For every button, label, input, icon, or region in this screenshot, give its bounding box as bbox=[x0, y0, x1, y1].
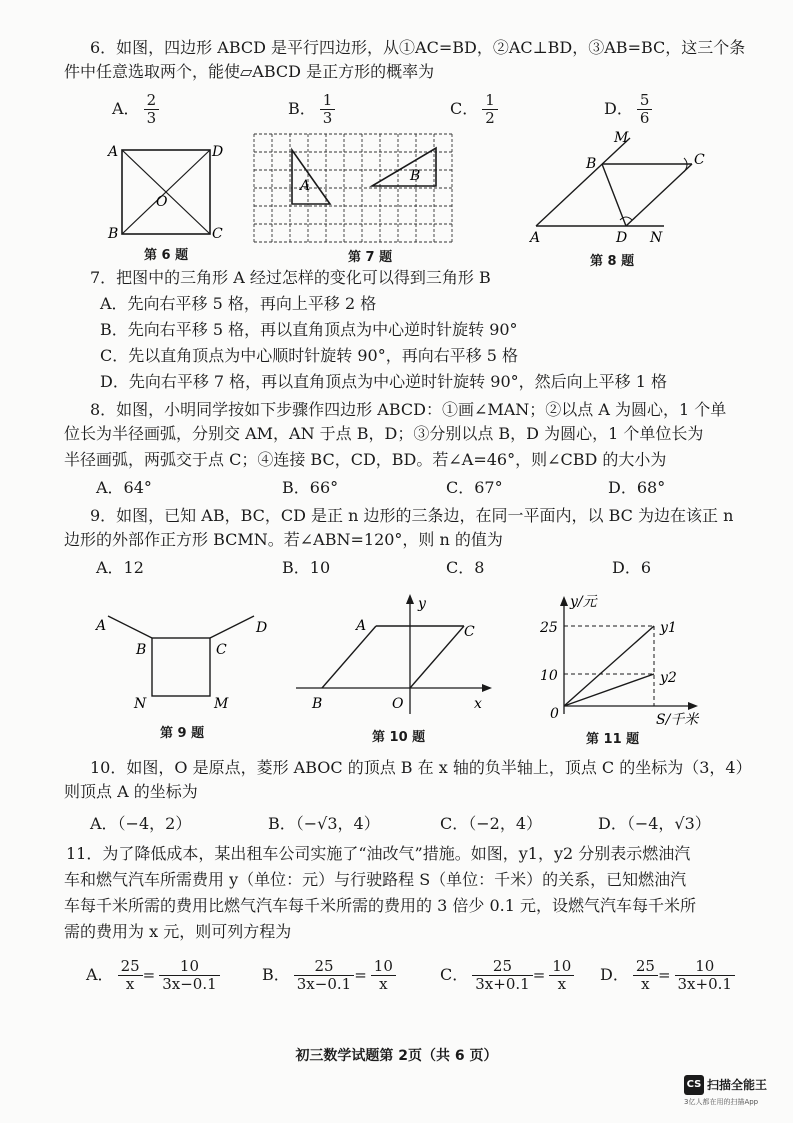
q10-option-d: D．（−4，√3） bbox=[598, 814, 711, 833]
fig11-label-y-axis: y/元 bbox=[570, 594, 597, 610]
q11-line-2: 车和燃气汽车所需费用 y（单位：元）与行驶路程 S（单位：千米）的关系，已知燃油汽 bbox=[64, 870, 687, 889]
q9-line-1: 9．如图，已知 AB，BC，CD 是正 n 边形的三条边，在同一平面内，以 BC 为边在该正 n bbox=[90, 506, 734, 525]
q8-option-b: B．66° bbox=[282, 478, 339, 497]
fig8-caption: 第 8 题 bbox=[590, 254, 635, 269]
fig11-origin: 0 bbox=[550, 706, 559, 722]
q6-option-b: B． $\frac{1}{3}$ bbox=[288, 92, 335, 127]
fig6-label-c: C bbox=[212, 226, 223, 242]
fig11-caption: 第 11 题 bbox=[586, 732, 640, 747]
fig8-label-m: M bbox=[614, 130, 629, 146]
q8-line-2: 位长为半径画弧，分别交 AM，AN 于点 B，D；③分别以点 B，D 为圆心，1 个单位长为 bbox=[64, 424, 704, 443]
fig10-label-a: A bbox=[356, 618, 367, 634]
watermark-subtitle: 3亿人都在用的扫描App bbox=[684, 1097, 759, 1106]
fig9-label-n: N bbox=[134, 696, 147, 712]
q6-option-c: C． $\frac{1}{2}$ bbox=[450, 92, 498, 127]
figure-8-rhombus bbox=[522, 128, 718, 250]
q9-option-c: C．8 bbox=[446, 558, 485, 577]
q11-option-b: B． $\frac{25}{3x-0.1}$ = $\frac{10}{x}$ bbox=[262, 958, 396, 993]
fig11-tick-25: 25 bbox=[540, 620, 558, 636]
q11-option-d: D． $\frac{25}{x}$ = $\frac{10}{3x+0.1}$ bbox=[600, 958, 735, 993]
fig6-label-o: O bbox=[156, 194, 168, 210]
q8-line-1: 8．如图，小明同学按如下步骤作四边形 ABCD：①画∠MAN；②以点 A 为圆心，1 个单 bbox=[90, 400, 727, 419]
q6-line-2: 件中任意选取两个，能使▱ABCD 是正方形的概率为 bbox=[64, 62, 435, 81]
fig11-label-y1: y1 bbox=[660, 620, 677, 636]
q9-option-a: A．12 bbox=[96, 558, 144, 577]
fig8-label-a: A bbox=[530, 230, 541, 246]
fig6-label-a: A bbox=[108, 144, 119, 160]
figure-7-grid bbox=[252, 132, 464, 246]
figure-11-cost-graph bbox=[532, 588, 712, 728]
page-footer: 初三数学试题第 2页（共 6 页） bbox=[295, 1048, 498, 1064]
q6-option-d: D． $\frac{5}{6}$ bbox=[604, 92, 652, 127]
fig10-label-y: y bbox=[418, 596, 426, 612]
fig11-tick-10: 10 bbox=[540, 668, 558, 684]
q7-stem: 7．把图中的三角形 A 经过怎样的变化可以得到三角形 B bbox=[90, 268, 491, 287]
figure-6-square bbox=[104, 140, 229, 245]
q6-option-a: A． $\frac{2}{3}$ bbox=[112, 92, 159, 127]
q8-line-3: 半径画弧，两弧交于点 C；④连接 BC，CD，BD。若∠A=46°，则∠CBD 的大小为 bbox=[64, 450, 667, 469]
scanner-watermark bbox=[684, 1074, 788, 1107]
fig10-label-x: x bbox=[474, 696, 482, 712]
q7-option-d: D．先向右平移 7 格，再以直角顶点为中心逆时针旋转 90°，然后向上平移 1 格 bbox=[100, 372, 667, 391]
q7-option-b: B．先向右平移 5 格，再以直角顶点为中心逆时针旋转 90° bbox=[100, 320, 518, 339]
q7-option-c: C．先以直角顶点为中心顺时针旋转 90°，再向右平移 5 格 bbox=[100, 346, 519, 365]
q10-line-1: 10．如图，O 是原点，菱形 ABOC 的顶点 B 在 x 轴的负半轴上，顶点 C 的坐标为（3，4） bbox=[90, 758, 752, 777]
fig9-label-a: A bbox=[96, 618, 107, 634]
fig9-label-d: D bbox=[256, 620, 268, 636]
q11-line-3: 车每千米所需的费用比燃气汽车每千米所需的费用的 3 倍少 0.1 元，设燃气汽车每千米所 bbox=[64, 896, 696, 915]
fig10-label-c: C bbox=[464, 624, 475, 640]
q9-option-d: D．6 bbox=[612, 558, 652, 577]
q8-option-a: A．64° bbox=[96, 478, 152, 497]
fig6-caption: 第 6 题 bbox=[144, 248, 189, 263]
fig8-label-c: C bbox=[694, 152, 705, 168]
fig10-label-b: B bbox=[312, 696, 323, 712]
fig10-caption: 第 10 题 bbox=[372, 730, 426, 745]
fig10-label-o: O bbox=[392, 696, 404, 712]
fig6-label-b: B bbox=[108, 226, 119, 242]
fig9-label-c: C bbox=[216, 642, 227, 658]
scanner-logo-icon: CS bbox=[684, 1075, 704, 1095]
q8-option-d: D．68° bbox=[608, 478, 666, 497]
q7-option-a: A．先向右平移 5 格，再向上平移 2 格 bbox=[100, 294, 377, 313]
watermark-title: 扫描全能王 bbox=[707, 1078, 768, 1092]
fig9-caption: 第 9 题 bbox=[160, 726, 205, 741]
fig7-caption: 第 7 题 bbox=[348, 250, 393, 265]
fig8-label-b: B bbox=[586, 156, 597, 172]
figure-9-polygon-square bbox=[88, 602, 280, 722]
q10-option-c: C．（−2，4） bbox=[440, 814, 543, 833]
q11-line-1: 11．为了降低成本，某出租车公司实施了“油改气”措施。如图，y1，y2 分别表示燃油汽 bbox=[66, 844, 691, 863]
fig11-label-s-axis: S/千米 bbox=[656, 712, 699, 728]
fig9-label-m: M bbox=[214, 696, 229, 712]
q10-option-a: A．（−4，2） bbox=[90, 814, 192, 833]
fig9-label-b: B bbox=[136, 642, 147, 658]
q11-option-c: C． $\frac{25}{3x+0.1}$ = $\frac{10}{x}$ bbox=[440, 958, 574, 993]
figure-10-rhombus-axes bbox=[292, 590, 502, 720]
fig8-label-d: D bbox=[616, 230, 628, 246]
q9-line-2: 边形的外部作正方形 BCMN。若∠ABN=120°，则 n 的值为 bbox=[64, 530, 503, 549]
q9-option-b: B．10 bbox=[282, 558, 331, 577]
fig11-label-y2: y2 bbox=[660, 670, 677, 686]
q10-option-b: B．（−√3，4） bbox=[268, 814, 380, 833]
fig7-label-a: A bbox=[300, 178, 311, 194]
fig8-label-n: N bbox=[650, 230, 663, 246]
q6-line-1: 6．如图，四边形 ABCD 是平行四边形，从①AC=BD，②AC⊥BD，③AB=BC，这三个条 bbox=[90, 38, 746, 57]
q10-line-2: 则顶点 A 的坐标为 bbox=[64, 782, 198, 801]
q11-line-4: 需的费用为 x 元，则可列方程为 bbox=[64, 922, 292, 941]
fig6-label-d: D bbox=[212, 144, 224, 160]
fig7-label-b: B bbox=[410, 168, 421, 184]
q11-option-a: A． $\frac{25}{x}$ = $\frac{10}{3x-0.1}$ bbox=[86, 958, 220, 993]
q8-option-c: C．67° bbox=[446, 478, 503, 497]
